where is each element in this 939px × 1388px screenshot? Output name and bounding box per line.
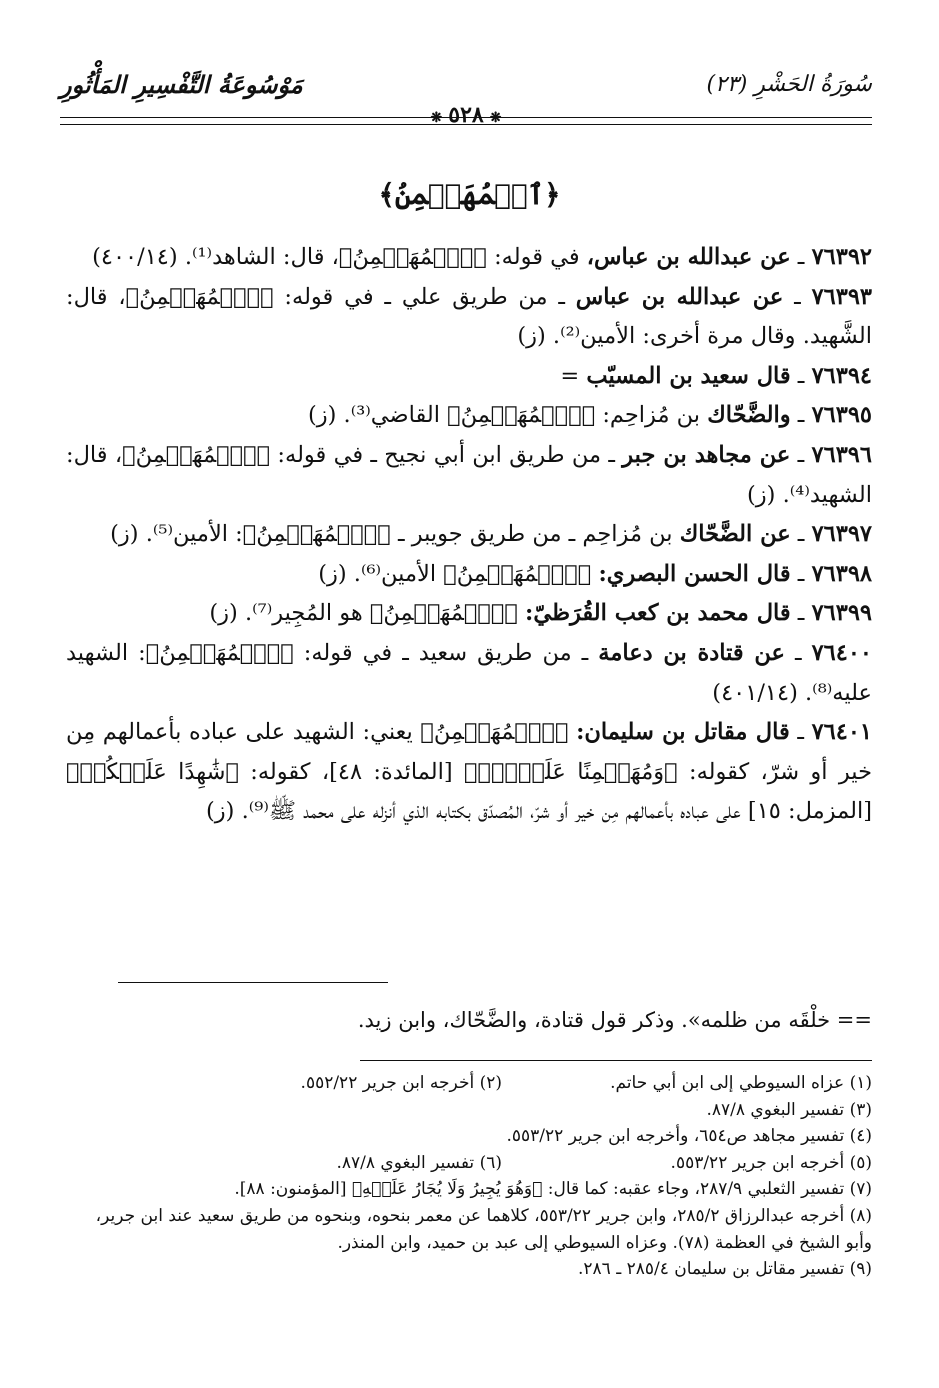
footnote-6: (٦) تفسير البغوي ٨٧/٨.: [336, 1152, 502, 1173]
entry-76395: ٧٦٣٩٥ ـ والضَّحّاك بن مُزاحِم: ﴿ٱلۡمُهَيۡمِنُ﴾ القاضي⁽³⁾. (ز): [307, 402, 872, 429]
footnote-9: (٩) تفسير مقاتل بن سليمان ٢٨٥/٤ ـ ٢٨٦.: [578, 1259, 872, 1280]
footnote-2: (٢) أخرجه ابن جرير ٥٥٢/٢٢.: [300, 1073, 502, 1093]
entry-76401: ٧٦٤٠١ ـ قال مقاتل بن سليمان: ﴿ٱلۡمُهَيۡمِنُ﴾ يعني: الشهيد على عباده بأعمالهم مِن خير أو شرّ، كقوله: ﴿وَمُهَيۡمِنًا عَلَيۡهِۖ﴾ [المائدة: ٤٨]، كقوله: ﴿شَٰهِدًا عَلَيۡكُمۡ﴾ [المزمل: ١٥] على عباده بأعمالهم مِن خير أو شرّ، المُصدّق بكتابه الذي أنزله على محمد ﷺ⁽⁹⁾. (ز): [66, 719, 872, 825]
footnote-row: [66, 1070, 872, 1097]
entry-76397: ٧٦٣٩٧ ـ عن الضَّحّاك بن مُزاحِم ـ من طريق جويبر ـ ﴿ٱلۡمُهَيۡمِنُ﴾: الأمين⁽⁵⁾. (ز): [110, 521, 872, 548]
entry-number: ٧٦٣٩٥: [811, 402, 872, 429]
narrator: عن قتادة بن دعامة: [598, 639, 785, 666]
footnote-4: (٤) تفسير مجاهد ص٦٥٤، وأخرجه ابن جرير ٥٥٣/٢٢.: [506, 1126, 872, 1147]
page-number-text: ٥٢٨: [448, 102, 484, 128]
main-text: [66, 238, 872, 832]
narrator: قال الحسن البصري:: [598, 560, 791, 587]
narrator: عن عبدالله بن عباس،: [586, 244, 791, 270]
entry-number: ٧٦٣٩٤: [811, 362, 872, 389]
ornament-icon: ❋: [489, 110, 502, 126]
footnote-3: (٣) تفسير البغوي ٨٧/٨.: [706, 1099, 872, 1120]
entry-76400: ٧٦٤٠٠ ـ عن قتادة بن دعامة ـ من طريق سعيد ـ في قوله: ﴿ٱلۡمُهَيۡمِنُ﴾: الشهيد عليه⁽⁸⁾. (٤٠١/١٤): [66, 639, 872, 706]
entry-number: ٧٦٣٩٧: [811, 521, 872, 548]
entry-text: بن مُزاحِم: ﴿ٱلۡمُهَيۡمِنُ﴾ القاضي⁽³⁾. (ز): [307, 402, 708, 429]
section-title: ﴿ٱلۡمُهَيۡمِنُ﴾: [378, 178, 561, 211]
narrator: عن مجاهد بن جبر: [622, 441, 791, 468]
footnote-5: (٥) أخرجه ابن جرير ٥٥٣/٢٢.: [670, 1152, 872, 1173]
entry-76392: ٧٦٣٩٢ ـ عن عبدالله بن عباس، في قوله: ﴿ٱلۡمُهَيۡمِنُ﴾، قال: الشاهد⁽¹⁾. (٤٠٠/١٤): [92, 244, 872, 270]
header-rule: [60, 117, 872, 118]
entry-76393: ٧٦٣٩٣ ـ عن عبدالله بن عباس ـ من طريق علي ـ في قوله: ﴿ٱلۡمُهَيۡمِنُ﴾، قال: الشَّهيد. وقال مرة أخرى: الأمين⁽²⁾. (ز): [66, 283, 872, 350]
footnote-row: [66, 1150, 872, 1177]
entry-number: ٧٦٣٩٩: [811, 600, 872, 627]
footnote-rule: [360, 1060, 872, 1061]
ornament-icon: ❋: [430, 110, 443, 126]
entry-text: ـ من طريق علي ـ في قوله: ﴿ٱلۡمُهَيۡمِنُ﴾، قال: الشَّهيد. وقال مرة أخرى: الأمين⁽²⁾. (ز): [66, 283, 872, 350]
book-title: مَوْسُوعَةُ التَّفْسِيرِ المَأْثُورِ: [60, 70, 303, 99]
entry-text: ـ من طريق ابن أبي نجيح ـ في قوله: ﴿ٱلۡمُهَيۡمِنُ﴾، قال: الشهيد⁽⁴⁾. (ز): [66, 441, 872, 508]
entry-number: ٧٦٣٩٢: [811, 244, 872, 270]
entry-76396: ٧٦٣٩٦ ـ عن مجاهد بن جبر ـ من طريق ابن أبي نجيح ـ في قوله: ﴿ٱلۡمُهَيۡمِنُ﴾، قال: الشهيد⁽⁴⁾. (ز): [66, 441, 872, 508]
entry-text: ﴿ٱلۡمُهَيۡمِنُ﴾ هو المُجِير⁽⁷⁾. (ز): [209, 600, 526, 627]
entry-text: ـ من طريق سعيد ـ في قوله: ﴿ٱلۡمُهَيۡمِنُ﴾: الشهيد عليه⁽⁸⁾. (٤٠١/١٤): [66, 639, 872, 706]
continued-note: == خلْقَه من ظلمه». وذكر قول قتادة، والضَّحّاك، وابن زيد.: [357, 1008, 872, 1032]
header-rule-inner: [60, 124, 872, 125]
narrator: قال مقاتل بن سليمان:: [576, 719, 790, 746]
entry-number: ٧٦٣٩٣: [811, 283, 872, 310]
narrator: عن الضَّحّاك: [679, 521, 791, 548]
entry-number: ٧٦٣٩٦: [811, 441, 872, 468]
entry-text: ﴿ٱلۡمُهَيۡمِنُ﴾ يعني: الشهيد على عباده بأعمالهم مِن خير أو شرّ، كقوله: ﴿وَمُهَيۡمِنًا عَلَيۡهِۖ﴾ [المائدة: ٤٨]، كقوله: ﴿شَٰهِدًا عَلَيۡكُمۡ﴾ [المزمل: ١٥] على عباده بأعمالهم مِن خير أو شرّ، المُصدّق بكتابه الذي أنزله على محمد ﷺ⁽⁹⁾. (ز): [66, 719, 872, 825]
page-header: [60, 72, 872, 132]
entry-number: ٧٦٣٩٨: [811, 560, 872, 587]
narrator: والضَّحّاك: [707, 402, 791, 429]
entry-text: ﴿ٱلۡمُهَيۡمِنُ﴾ الأمين⁽⁶⁾. (ز): [318, 560, 599, 587]
entry-number: ٧٦٤٠٠: [811, 639, 872, 666]
entry-text: =: [560, 362, 587, 389]
surah-title: سُورَةُ الحَشْرِ (٢٣): [706, 72, 872, 97]
footnote-1: (١) عزاه السيوطي إلى ابن أبي حاتم.: [610, 1073, 872, 1093]
entry-text: بن مُزاحِم ـ من طريق جويبر ـ ﴿ٱلۡمُهَيۡمِنُ﴾: الأمين⁽⁵⁾. (ز): [110, 521, 680, 548]
footnote-7: (٧) تفسير الثعلبي ٢٨٧/٩، وجاء عقبه: كما قال: ﴿وَهُوَ يُجِيرُ وَلَا يُجَارُ عَلَيۡهِ﴾ [المؤمنون: ٨٨].: [234, 1179, 872, 1200]
footnote-separator: [118, 982, 388, 983]
entry-number: ٧٦٤٠١: [811, 719, 872, 746]
entry-76394: ٧٦٣٩٤ ـ قال سعيد بن المسيّب =: [560, 362, 872, 389]
entry-text: في قوله: ﴿ٱلۡمُهَيۡمِنُ﴾، قال: الشاهد⁽¹⁾. (٤٠٠/١٤): [92, 244, 587, 270]
entry-76398: ٧٦٣٩٨ ـ قال الحسن البصري: ﴿ٱلۡمُهَيۡمِنُ﴾ الأمين⁽⁶⁾. (ز): [318, 560, 872, 587]
narrator: قال سعيد بن المسيّب: [586, 362, 791, 389]
footnotes: [66, 1070, 872, 1283]
narrator: عن عبدالله بن عباس: [575, 283, 784, 310]
entry-76399: ٧٦٣٩٩ ـ قال محمد بن كعب القُرَظيّ: ﴿ٱلۡمُهَيۡمِنُ﴾ هو المُجِير⁽⁷⁾. (ز): [209, 600, 872, 627]
narrator: قال محمد بن كعب القُرَظيّ:: [525, 600, 791, 627]
footnote-8: (٨) أخرجه عبدالرزاق ٢٨٥/٢، وابن جرير ٥٥٣/٢٢، كلاهما عن معمر بنحوه، وبنحوه من طريق سعيد عند ابن جرير، وأبو الشيخ في العظمة (٧٨). وعزاه السيوطي إلى عبد بن حميد، وابن المنذر.: [95, 1205, 872, 1253]
